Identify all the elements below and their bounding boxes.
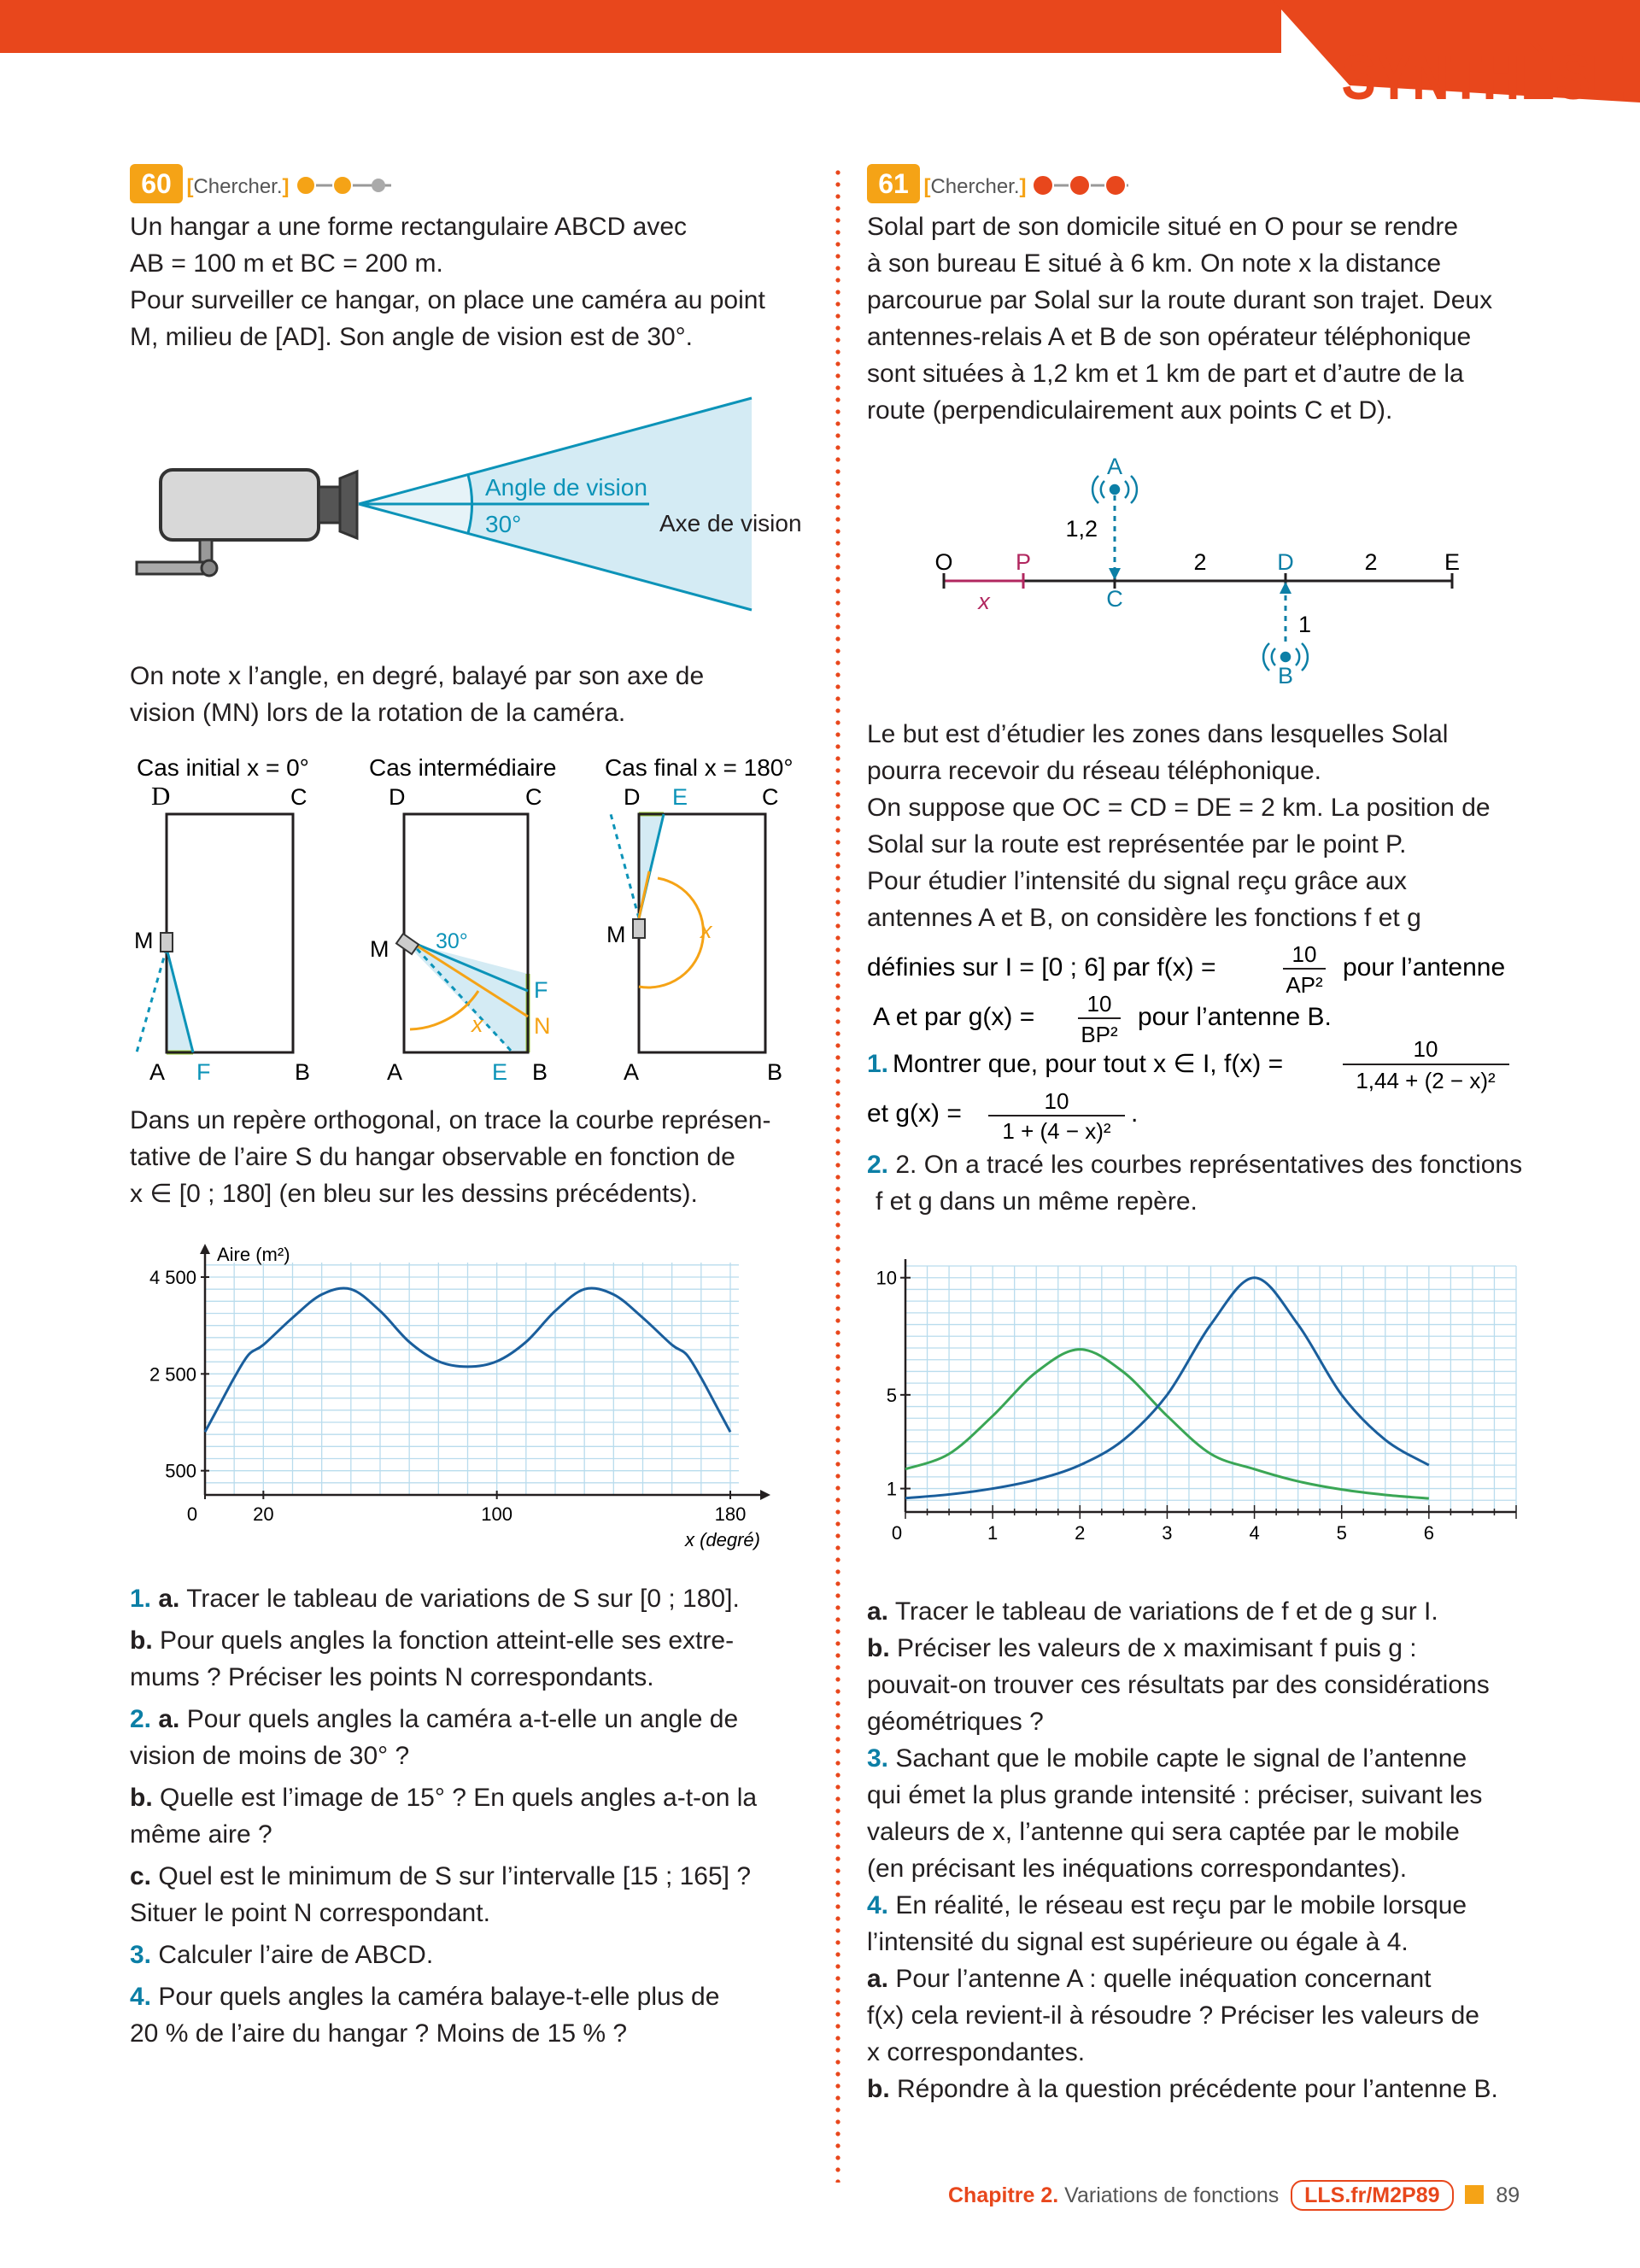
chart2-grid	[905, 1266, 1516, 1512]
label-x: x	[700, 917, 712, 943]
chart2-x-tick-label: 4	[1249, 1522, 1260, 1544]
label-O: O	[934, 549, 953, 575]
label-B: B	[532, 1059, 548, 1085]
question-number: 4.	[130, 1983, 152, 2011]
question-text: Pour quels angles la caméra balaye-t-elle plus de	[158, 1983, 720, 2011]
question-text: Tracer le tableau de variations de S sur [0 ; 180].	[186, 1585, 740, 1613]
label-x: x	[978, 589, 990, 614]
question-line	[867, 1703, 1550, 1740]
question-text: Répondre à la question précédente pour l’antenne B.	[897, 2075, 1498, 2103]
question-line	[130, 1701, 813, 1738]
header-band	[0, 0, 1281, 53]
camera-figure	[128, 393, 811, 624]
question-line	[867, 1887, 1550, 1924]
chart2-x-tick-label: 5	[1336, 1522, 1347, 1544]
question-number: 1.	[130, 1585, 152, 1613]
question-text: x correspondantes.	[867, 2038, 1086, 2066]
ex61-body-line-6: antennes A et B, on considère les fonctions f et g	[867, 904, 1421, 932]
question-sub: a.	[158, 1585, 180, 1613]
question-text: En réalité, le réseau est reçu par le mobile lorsque	[895, 1891, 1467, 1919]
q1-number: 1.	[867, 1050, 889, 1078]
chart1-x-arrow	[760, 1490, 770, 1500]
chart2-x-tick-label: 1	[987, 1522, 999, 1544]
question-text: Préciser les valeurs de x maximisant f puis g :	[897, 1634, 1417, 1662]
angle-of-vision-label: Angle de vision	[485, 474, 647, 501]
question-text: Quelle est l’image de 15° ? En quels angles a-t-on la	[160, 1784, 758, 1812]
ex61-body-line-3: On suppose que OC = CD = DE = 2 km. La position de	[867, 794, 1491, 822]
ex61-body	[867, 716, 1550, 936]
footer-link[interactable]: LLS.fr/M2P89	[1291, 2180, 1453, 2211]
question-line	[130, 1779, 813, 1816]
question-text: Calculer l’aire de ABCD.	[158, 1941, 434, 1969]
ex60-intro-line-4: M, milieu de [AD]. Son angle de vision est de 30°.	[130, 323, 694, 351]
question-line	[867, 1814, 1550, 1850]
chart2-y-tick-label: 5	[886, 1384, 897, 1406]
def-f-text: définies sur I = [0 ; 6] par f(x) =	[867, 953, 1216, 982]
question-sub: a.	[158, 1705, 180, 1733]
exercise-number: 60	[130, 164, 183, 203]
chart-area-S	[128, 1239, 794, 1563]
chart2-x-tick-label: 0	[891, 1522, 903, 1544]
question-sub: c.	[130, 1862, 152, 1890]
chart2-x-tick-label: 6	[1423, 1522, 1434, 1544]
label-A: A	[387, 1059, 403, 1085]
question-line	[867, 2071, 1550, 2107]
label-M: M	[370, 936, 390, 962]
question-sub: b.	[867, 2075, 890, 2103]
case-initial-label: Cas initial x = 0°	[137, 754, 309, 781]
ex61-body-line-2: pourra recevoir du réseau téléphonique.	[867, 757, 1322, 785]
question-text: Tracer le tableau de variations de f et de g sur I.	[894, 1597, 1438, 1626]
exercise-60	[130, 164, 805, 355]
question-line	[867, 1593, 1550, 1630]
question-line	[130, 2015, 813, 2052]
question-sub: b.	[130, 1784, 153, 1812]
label-E: E	[672, 784, 688, 810]
q1-g-num: 10	[1044, 1088, 1069, 1114]
label-N: N	[534, 1013, 551, 1039]
question-text: même aire ?	[130, 1820, 272, 1849]
question-line	[130, 1978, 813, 2015]
label-A: A	[1106, 457, 1123, 479]
label-x: x	[472, 1011, 483, 1037]
def-g-num: 10	[1086, 991, 1112, 1017]
question-line	[867, 1960, 1550, 1997]
label-A: A	[624, 1059, 640, 1085]
question-text: Pour quels angles la caméra a-t-elle un angle de	[186, 1705, 739, 1733]
ex61-intro-line-3: parcourue par Solal sur la route durant son trajet. Deux	[867, 286, 1493, 314]
chart1-y-tick-label: 4 500	[149, 1267, 196, 1288]
chart2-x-tick-label: 3	[1162, 1522, 1173, 1544]
difficulty-indicator	[1030, 173, 1141, 198]
label-D: D	[389, 784, 406, 810]
ex60-intro-line-2: AB = 100 m et BC = 200 m.	[130, 249, 443, 278]
chart1-y-tick-label: 2 500	[149, 1363, 196, 1386]
question-line	[130, 1622, 813, 1659]
chart2-x-tick-label: 2	[1075, 1522, 1086, 1544]
chart1-y-tick-label: 500	[165, 1460, 196, 1482]
question-text: l’intensité du signal est supérieure ou égale à 4.	[867, 1928, 1409, 1956]
question-text: Situer le point N correspondant.	[130, 1899, 490, 1927]
chart1-x-tick-label: 0	[186, 1503, 198, 1525]
chart1-y-arrow	[200, 1244, 210, 1254]
case-final-label: Cas final x = 180°	[605, 754, 794, 781]
question-line	[867, 1777, 1550, 1814]
ex60-note	[130, 658, 805, 731]
exercise-tag: [Chercher.]	[923, 175, 1027, 198]
label-C: C	[762, 784, 779, 810]
question-sub: a.	[867, 1597, 889, 1626]
page-number: 89	[1496, 2183, 1520, 2207]
question-sub: b.	[130, 1626, 153, 1655]
label-B: B	[767, 1059, 783, 1085]
label-F: F	[196, 1059, 211, 1085]
difficulty-indicator	[293, 173, 404, 198]
def-f-den: AP²	[1286, 972, 1323, 998]
question-line	[867, 1630, 1550, 1667]
ex60-intro-line-3: Pour surveiller ce hangar, on place une caméra au point	[130, 286, 765, 314]
ex61-intro-line-1: Solal part de son domicile situé en O pour se rendre	[867, 213, 1459, 241]
curve-intro-line-2: tative de l’aire S du hangar observable en fonction de	[130, 1143, 735, 1171]
question-line	[867, 1740, 1550, 1777]
question-number: 4.	[867, 1891, 889, 1919]
question-text: Pour quels angles la fonction atteint-elle ses extre-	[160, 1626, 735, 1655]
question-text: mums ? Préciser les points N correspondants.	[130, 1663, 654, 1691]
label-P: P	[1015, 549, 1032, 575]
ex60-intro-line-1: Un hangar a une forme rectangulaire ABCD avec	[130, 213, 688, 241]
label-D: D	[1277, 549, 1294, 575]
exercise-number: 61	[867, 164, 920, 203]
footer	[948, 2183, 1563, 2208]
q2-line-1: 2. 2. On a tracé les courbes représentatives des fonctions	[867, 1151, 1523, 1179]
chart1-ylabel: Aire (m²)	[217, 1244, 290, 1265]
function-definitions	[864, 940, 1565, 1162]
ex60-curve-intro	[130, 1102, 805, 1212]
question-line	[130, 1895, 813, 1931]
def-g-text: A et par g(x) =	[873, 1003, 1035, 1031]
question-text: f(x) cela revient-il à résoudre ? Préciser les valeurs de	[867, 2001, 1479, 2030]
case-initial-diagram	[134, 781, 310, 1085]
chart1-x-tick-label: 20	[253, 1503, 274, 1525]
question-text: pouvait-on trouver ces résultats par des considérations	[867, 1671, 1490, 1699]
question-line	[130, 1580, 813, 1617]
chart1-x-tick-label: 180	[714, 1503, 747, 1525]
label-D: D	[151, 781, 171, 811]
label-30-deg: 30°	[436, 929, 468, 953]
label-M: M	[134, 928, 154, 953]
def-g-tail: pour l’antenne B.	[1138, 1003, 1332, 1031]
ex61-intro-line-2: à son bureau E situé à 6 km. On note x la distance	[867, 249, 1442, 278]
ex61-body-line-4: Solal sur la route est représentée par le point P.	[867, 830, 1407, 859]
question-text: géométriques ?	[867, 1708, 1044, 1736]
question-line	[130, 1738, 813, 1774]
question-text: qui émet la plus grande intensité : préciser, suivant les	[867, 1781, 1483, 1809]
chart1-xlabel: x (degré)	[684, 1529, 760, 1550]
question-text: 20 % de l’aire du hangar ? Moins de 15 % ?	[130, 2019, 628, 2048]
distance-B: 1	[1298, 612, 1312, 637]
label-C: C	[290, 784, 308, 810]
label-F: F	[534, 977, 548, 1003]
case-final-diagram	[606, 784, 782, 1085]
def-f-num: 10	[1292, 941, 1317, 967]
label-D: D	[624, 784, 641, 810]
footer-title: Variations de fonctions	[1064, 2183, 1280, 2207]
chart2-y-tick-label: 1	[886, 1478, 897, 1500]
label-B: B	[295, 1059, 311, 1085]
footer-chapter: Chapitre 2.	[948, 2183, 1059, 2207]
question-text: vision de moins de 30° ?	[130, 1742, 410, 1770]
question-line	[867, 1924, 1550, 1960]
q1-text: Montrer que, pour tout x ∈ I, f(x) =	[893, 1050, 1284, 1078]
question-sub: a.	[867, 1965, 889, 1993]
chart-f-g	[871, 1247, 1538, 1572]
ex61-intro-line-5: sont situées à 1,2 km et 1 km de part et d’autre de la	[867, 360, 1464, 388]
ex61-intro-line-6: route (perpendiculairement aux points C et D).	[867, 396, 1393, 425]
ex60-note-line-2: vision (MN) lors de la rotation de la caméra.	[130, 699, 626, 727]
label-A: A	[149, 1059, 166, 1085]
ex60-note-line-1: On note x l’angle, en degré, balayé par son axe de	[130, 662, 705, 690]
ex61-questions	[867, 1593, 1550, 2107]
exercise-tag: [Chercher.]	[186, 175, 290, 198]
exercise-61	[867, 164, 1550, 429]
q1-end: .	[1131, 1099, 1139, 1128]
angle-value-label: 30°	[485, 511, 522, 537]
distance-A: 1,2	[1065, 516, 1098, 542]
label-B: B	[1277, 663, 1294, 689]
section-title: SYNTHÈSE	[1341, 42, 1627, 113]
question-sub: b.	[867, 1634, 890, 1662]
route-diagram	[922, 457, 1478, 692]
question-number: 3.	[130, 1941, 152, 1969]
q2-line-2: f et g dans un même repère.	[876, 1187, 1198, 1216]
camera-icon	[137, 470, 357, 576]
case-intermediate-diagram	[370, 784, 551, 1085]
question-line	[130, 1858, 813, 1895]
label-E: E	[1444, 549, 1461, 575]
distance-CD: 2	[1193, 549, 1207, 575]
case-intermediate-label: Cas intermédiaire	[369, 754, 557, 781]
label-M: M	[606, 922, 626, 947]
def-f-tail: pour l’antenne	[1343, 953, 1506, 982]
question-line	[867, 2034, 1550, 2071]
question-line	[130, 1659, 813, 1696]
distance-DE: 2	[1364, 549, 1378, 575]
label-C: C	[1106, 586, 1123, 612]
def-g-den: BP²	[1081, 1022, 1118, 1047]
question-line	[867, 1667, 1550, 1703]
q1-f-num: 10	[1413, 1036, 1438, 1062]
rotation-cases-figure	[120, 743, 820, 1093]
chart2-y-tick-label: 10	[876, 1267, 897, 1289]
question-text: valeurs de x, l’antenne qui sera captée par le mobile	[867, 1818, 1460, 1846]
ex61-q2	[867, 1146, 1550, 1220]
question-line	[867, 1997, 1550, 2034]
question-text: Sachant que le mobile capte le signal de l’antenne	[895, 1744, 1467, 1773]
ex61-body-line-1: Le but est d’étudier les zones dans lesquelles Solal	[867, 720, 1449, 748]
q1-text2: et g(x) =	[867, 1099, 962, 1128]
question-line	[130, 1816, 813, 1853]
label-C: C	[525, 784, 542, 810]
q1-g-den: 1 + (4 − x)²	[1002, 1118, 1111, 1144]
question-number: 2.	[130, 1705, 152, 1733]
ex60-questions	[130, 1580, 813, 2052]
question-text: (en précisant les inéquations correspondantes).	[867, 1855, 1408, 1883]
question-line	[867, 1850, 1550, 1887]
question-line	[130, 1937, 813, 1973]
curve-intro-line-3: x ∈ [0 ; 180] (en bleu sur les dessins précédents).	[130, 1180, 698, 1208]
footer-marker	[1465, 2185, 1484, 2204]
chart1-x-tick-label: 100	[481, 1503, 513, 1525]
question-text: Quel est le minimum de S sur l’intervalle [15 ; 165] ?	[158, 1862, 752, 1890]
ex61-body-line-5: Pour étudier l’intensité du signal reçu grâce aux	[867, 867, 1408, 895]
chart1-grid	[205, 1263, 739, 1495]
question-text: Pour l’antenne A : quelle inéquation concernant	[895, 1965, 1432, 1993]
column-divider	[835, 167, 840, 2183]
axis-of-vision-label: Axe de vision	[659, 510, 802, 536]
q1-f-den: 1,44 + (2 − x)²	[1356, 1068, 1496, 1093]
question-number: 3.	[867, 1744, 889, 1773]
ex61-intro-line-4: antennes-relais A et B de son opérateur téléphonique	[867, 323, 1472, 351]
label-E: E	[492, 1059, 508, 1085]
curve-intro-line-1: Dans un repère orthogonal, on trace la courbe représen-	[130, 1106, 771, 1134]
